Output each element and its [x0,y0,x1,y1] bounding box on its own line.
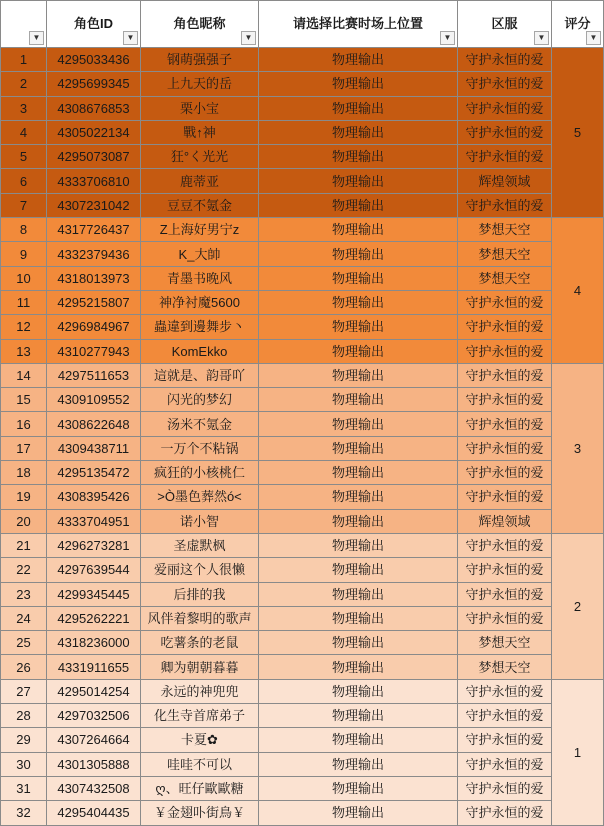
row-index-cell[interactable]: 3 [1,96,47,120]
nickname-cell[interactable]: Z上海好男宁z [141,218,259,242]
nickname-cell[interactable]: 一万个不粘锅 [141,436,259,460]
row-index-cell[interactable]: 5 [1,145,47,169]
server-cell[interactable]: 守护永恒的爱 [458,582,552,606]
nickname-cell[interactable]: 疯狂的小核桃仁 [141,461,259,485]
server-cell[interactable]: 守护永恒的爱 [458,48,552,72]
row-index-cell[interactable]: 17 [1,436,47,460]
nickname-cell[interactable]: ღ、旺仔歐歐糖 [141,776,259,800]
row-index-cell[interactable]: 29 [1,728,47,752]
row-index-cell[interactable]: 22 [1,558,47,582]
row-index-cell[interactable]: 10 [1,266,47,290]
server-cell[interactable]: 守护永恒的爱 [458,436,552,460]
server-cell[interactable]: 守护永恒的爱 [458,752,552,776]
dropdown-arrow-icon[interactable]: ▼ [123,31,138,45]
table-body [1,48,604,826]
nickname-cell[interactable]: 后排的我 [141,582,259,606]
nickname-cell[interactable]: K_大帥 [141,242,259,266]
row-index-cell[interactable]: 19 [1,485,47,509]
position-cell[interactable]: 物理输出 [259,242,458,266]
table-row [1,679,604,703]
row-index-cell[interactable]: 1 [1,48,47,72]
nickname-cell[interactable]: 栗小宝 [141,96,259,120]
table-row [1,290,604,314]
server-cell[interactable]: 梦想天空 [458,242,552,266]
role-id-cell[interactable]: 4296273281 [47,533,141,557]
server-cell[interactable]: 守护永恒的爱 [458,776,552,800]
table-row [1,96,604,120]
position-cell[interactable]: 物理输出 [259,72,458,96]
nickname-cell[interactable]: ￥金翅卟街鳥￥ [141,801,259,825]
row-index-cell[interactable]: 27 [1,679,47,703]
nickname-cell[interactable]: 诺小智 [141,509,259,533]
position-cell[interactable]: 物理输出 [259,388,458,412]
role-id-cell[interactable]: 4331911655 [47,655,141,679]
table-row [1,145,604,169]
table-row [1,776,604,800]
server-cell[interactable]: 守护永恒的爱 [458,704,552,728]
table-row [1,704,604,728]
role-id-cell[interactable]: 4310277943 [47,339,141,363]
role-id-cell[interactable]: 4295014254 [47,679,141,703]
score-cell[interactable]: 4 [552,218,604,364]
position-cell[interactable]: 物理输出 [259,193,458,217]
server-cell[interactable]: 辉煌领域 [458,169,552,193]
server-cell[interactable]: 辉煌领域 [458,509,552,533]
dropdown-arrow-icon[interactable]: ▼ [29,31,44,45]
position-cell[interactable]: 物理输出 [259,509,458,533]
position-cell[interactable]: 物理输出 [259,776,458,800]
nickname-cell[interactable]: 上九天的岳 [141,72,259,96]
role-id-cell[interactable]: 4309438711 [47,436,141,460]
role-id-cell[interactable]: 4307231042 [47,193,141,217]
dropdown-arrow-icon[interactable]: ▼ [440,31,455,45]
role-id-cell[interactable]: 4318013973 [47,266,141,290]
server-cell[interactable]: 守护永恒的爱 [458,485,552,509]
row-index-cell[interactable]: 6 [1,169,47,193]
score-cell[interactable]: 2 [552,533,604,679]
server-cell[interactable]: 梦想天空 [458,218,552,242]
server-cell[interactable]: 守护永恒的爱 [458,679,552,703]
nickname-cell[interactable]: 青墨书晚风 [141,266,259,290]
row-index-cell[interactable]: 28 [1,704,47,728]
position-cell[interactable]: 物理输出 [259,485,458,509]
nickname-cell[interactable]: KomEkko [141,339,259,363]
nickname-cell[interactable]: 神净衬魔5600 [141,290,259,314]
server-cell[interactable]: 梦想天空 [458,266,552,290]
server-cell[interactable]: 守护永恒的爱 [458,412,552,436]
header-nickname [141,1,259,48]
role-id-cell[interactable]: 4333704951 [47,509,141,533]
header-score-label: 评分 [564,16,591,31]
server-cell[interactable]: 守护永恒的爱 [458,193,552,217]
table-row [1,606,604,630]
nickname-cell[interactable]: 這就是、韵哥吖 [141,363,259,387]
position-cell[interactable]: 物理输出 [259,728,458,752]
server-cell[interactable]: 梦想天空 [458,631,552,655]
server-cell[interactable]: 梦想天空 [458,655,552,679]
table-row [1,533,604,557]
position-cell[interactable]: 物理输出 [259,582,458,606]
position-cell[interactable]: 物理输出 [259,606,458,630]
row-index-cell[interactable]: 12 [1,315,47,339]
table-row [1,120,604,144]
server-cell[interactable]: 守护永恒的爱 [458,363,552,387]
role-id-cell[interactable]: 4295215807 [47,290,141,314]
nickname-cell[interactable]: 闪光的梦幻 [141,388,259,412]
role-id-cell[interactable]: 4305022134 [47,120,141,144]
role-id-cell[interactable]: 4295135472 [47,461,141,485]
position-cell[interactable]: 物理输出 [259,704,458,728]
position-cell[interactable]: 物理输出 [259,363,458,387]
position-cell[interactable]: 物理输出 [259,461,458,485]
nickname-cell[interactable]: 圣虚默枫 [141,533,259,557]
table-row [1,436,604,460]
table-row [1,266,604,290]
row-index-cell[interactable]: 24 [1,606,47,630]
table-row [1,461,604,485]
position-cell[interactable]: 物理输出 [259,218,458,242]
table-row [1,801,604,825]
header-role-id [47,1,141,48]
role-id-cell[interactable]: 4297511653 [47,363,141,387]
row-index-cell[interactable]: 26 [1,655,47,679]
row-index-cell[interactable]: 11 [1,290,47,314]
nickname-cell[interactable]: 化生寺首席弟子 [141,704,259,728]
row-index-cell[interactable]: 8 [1,218,47,242]
row-index-cell[interactable]: 9 [1,242,47,266]
server-cell[interactable]: 守护永恒的爱 [458,315,552,339]
nickname-cell[interactable]: 狂°く光光 [141,145,259,169]
position-cell[interactable]: 物理输出 [259,169,458,193]
role-id-cell[interactable]: 4296984967 [47,315,141,339]
position-cell[interactable]: 物理输出 [259,339,458,363]
header-index [1,1,47,48]
dropdown-arrow-icon[interactable]: ▼ [241,31,256,45]
nickname-cell[interactable]: 卿为朝朝暮暮 [141,655,259,679]
role-id-cell[interactable]: 4295699345 [47,72,141,96]
role-id-cell[interactable]: 4295033436 [47,48,141,72]
score-cell[interactable]: 5 [552,48,604,218]
row-index-cell[interactable]: 32 [1,801,47,825]
position-cell[interactable]: 物理输出 [259,558,458,582]
server-cell[interactable]: 守护永恒的爱 [458,96,552,120]
table-row [1,388,604,412]
table-row [1,582,604,606]
table-row [1,72,604,96]
server-cell[interactable]: 守护永恒的爱 [458,558,552,582]
nickname-cell[interactable]: 永远的神兜兜 [141,679,259,703]
table-row [1,339,604,363]
header-row [1,1,604,48]
server-cell[interactable]: 守护永恒的爱 [458,120,552,144]
row-index-cell[interactable]: 7 [1,193,47,217]
nickname-cell[interactable]: 汤米不氪金 [141,412,259,436]
position-cell[interactable]: 物理输出 [259,412,458,436]
table-row [1,558,604,582]
role-id-cell[interactable]: 4307432508 [47,776,141,800]
nickname-cell[interactable]: 爱丽这个人很懒 [141,558,259,582]
row-index-cell[interactable]: 15 [1,388,47,412]
nickname-cell[interactable]: 戰↑神 [141,120,259,144]
server-cell[interactable]: 守护永恒的爱 [458,728,552,752]
table-row [1,752,604,776]
position-cell[interactable]: 物理输出 [259,315,458,339]
score-cell[interactable]: 3 [552,363,604,533]
server-cell[interactable]: 守护永恒的爱 [458,533,552,557]
nickname-cell[interactable]: 鹿蒂亚 [141,169,259,193]
role-id-cell[interactable]: 4295404435 [47,801,141,825]
row-index-cell[interactable]: 31 [1,776,47,800]
role-id-cell[interactable]: 4332379436 [47,242,141,266]
row-index-cell[interactable]: 20 [1,509,47,533]
position-cell[interactable]: 物理输出 [259,96,458,120]
table-row [1,315,604,339]
position-cell[interactable]: 物理输出 [259,679,458,703]
position-cell[interactable]: 物理输出 [259,48,458,72]
server-cell[interactable]: 守护永恒的爱 [458,339,552,363]
header-nickname-label: 角色昵称 [173,16,226,31]
nickname-cell[interactable]: 哇哇不可以 [141,752,259,776]
position-cell[interactable]: 物理输出 [259,752,458,776]
table-row [1,48,604,72]
position-cell[interactable]: 物理输出 [259,631,458,655]
row-index-cell[interactable]: 30 [1,752,47,776]
header-role-id-label: 角色ID [73,16,113,31]
nickname-cell[interactable]: 豆豆不氪金 [141,193,259,217]
header-position-label: 请选择比赛时场上位置 [292,16,423,31]
header-index-label [1,1,46,13]
table-row [1,485,604,509]
server-cell[interactable]: 守护永恒的爱 [458,461,552,485]
server-cell[interactable]: 守护永恒的爱 [458,606,552,630]
role-id-cell[interactable]: 4297639544 [47,558,141,582]
role-id-cell[interactable]: 4299345445 [47,582,141,606]
role-id-cell[interactable]: 4297032506 [47,704,141,728]
position-cell[interactable]: 物理输出 [259,533,458,557]
row-index-cell[interactable]: 23 [1,582,47,606]
header-server-label: 区服 [491,16,518,31]
position-cell[interactable]: 物理输出 [259,655,458,679]
role-id-cell[interactable]: 4295073087 [47,145,141,169]
table-row [1,242,604,266]
row-index-cell[interactable]: 21 [1,533,47,557]
dropdown-arrow-icon[interactable]: ▼ [534,31,549,45]
role-id-cell[interactable]: 4318236000 [47,631,141,655]
server-cell[interactable]: 守护永恒的爱 [458,801,552,825]
role-id-cell[interactable]: 4301305888 [47,752,141,776]
table-row [1,631,604,655]
role-id-cell[interactable]: 4295262221 [47,606,141,630]
row-index-cell[interactable]: 14 [1,363,47,387]
score-cell[interactable]: 1 [552,679,604,825]
row-index-cell[interactable]: 18 [1,461,47,485]
role-id-cell[interactable]: 4333706810 [47,169,141,193]
table-row [1,728,604,752]
role-id-cell[interactable]: 4307264664 [47,728,141,752]
header-position [259,1,458,48]
table-row [1,169,604,193]
row-index-cell[interactable]: 16 [1,412,47,436]
header-score [552,1,604,48]
position-cell[interactable]: 物理输出 [259,436,458,460]
role-id-cell[interactable]: 4317726437 [47,218,141,242]
nickname-cell[interactable]: 钢萌强强子 [141,48,259,72]
table-row [1,193,604,217]
nickname-cell[interactable]: 吃薯条的老鼠 [141,631,259,655]
row-index-cell[interactable]: 25 [1,631,47,655]
table-row [1,363,604,387]
server-cell[interactable]: 守护永恒的爱 [458,72,552,96]
table-row [1,218,604,242]
role-id-cell[interactable]: 4308676853 [47,96,141,120]
nickname-cell[interactable]: 风伴着黎明的歌声 [141,606,259,630]
server-cell[interactable]: 守护永恒的爱 [458,388,552,412]
position-cell[interactable]: 物理输出 [259,266,458,290]
nickname-cell[interactable]: >Ò墨色葬然ó< [141,485,259,509]
role-id-cell[interactable]: 4309109552 [47,388,141,412]
position-cell[interactable]: 物理输出 [259,145,458,169]
table-row [1,655,604,679]
server-cell[interactable]: 守护永恒的爱 [458,145,552,169]
row-index-cell[interactable]: 4 [1,120,47,144]
row-index-cell[interactable]: 2 [1,72,47,96]
position-cell[interactable]: 物理输出 [259,290,458,314]
position-cell[interactable]: 物理输出 [259,801,458,825]
table-row [1,509,604,533]
server-cell[interactable]: 守护永恒的爱 [458,290,552,314]
header-server [458,1,552,48]
dropdown-arrow-icon[interactable]: ▼ [586,31,601,45]
nickname-cell[interactable]: 蟲違到邊舞步丶 [141,315,259,339]
role-id-cell[interactable]: 4308395426 [47,485,141,509]
table-row [1,412,604,436]
position-cell[interactable]: 物理输出 [259,120,458,144]
row-index-cell[interactable]: 13 [1,339,47,363]
role-id-cell[interactable]: 4308622648 [47,412,141,436]
nickname-cell[interactable]: 卡夏✿ [141,728,259,752]
